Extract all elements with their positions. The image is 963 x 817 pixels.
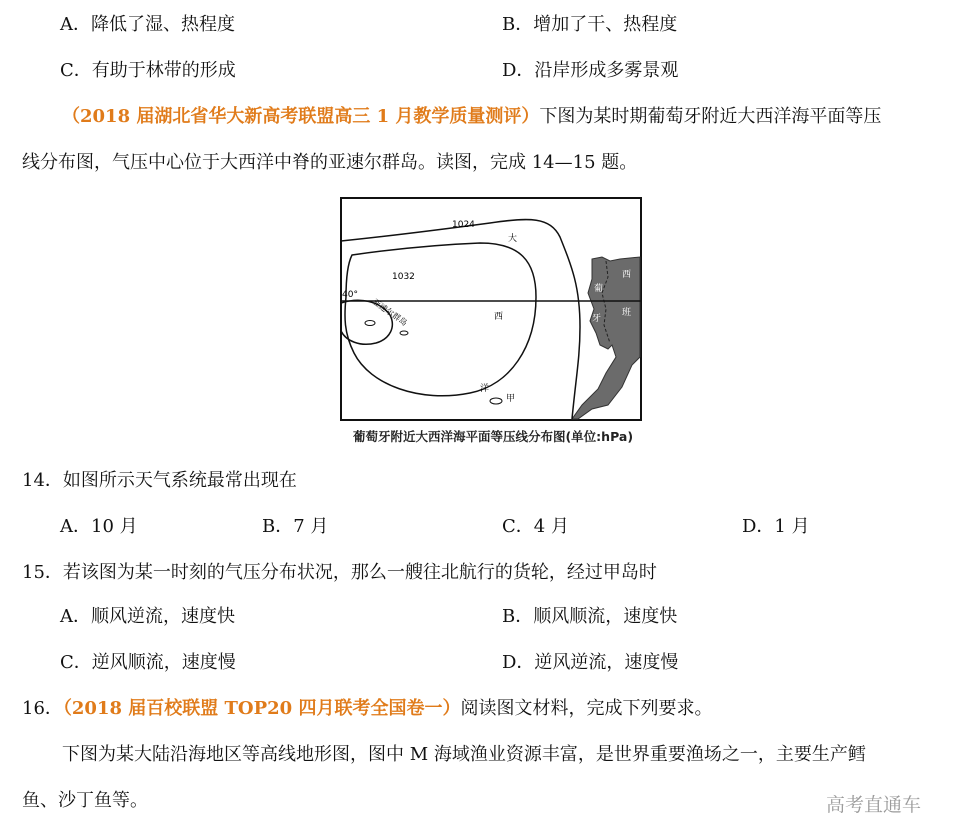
intro-14-line2: 线分布图，气压中心位于大西洋中脊的亚速尔群岛。读图，完成 14—15 题。 — [22, 152, 638, 173]
q16-para1: 下图为某大陆沿海地区等高线地形图，图中 M 海域渔业资源丰富，是世界重要渔场之一，主要生产鳕 — [62, 744, 866, 765]
q16-para2: 鱼、沙丁鱼等。 — [22, 790, 148, 811]
q15-option-c: C．逆风顺流，速度慢 — [60, 652, 236, 673]
q13-option-d: D．沿岸形成多雾景观 — [502, 60, 679, 81]
intro-14-text1: 下图为某时期葡萄牙附近大西洋海平面等压 — [539, 106, 882, 127]
q14-option-d: D．1 月 — [742, 516, 810, 537]
label-azores: 亚速尔群岛 — [370, 297, 409, 328]
q15-option-d: D．逆风逆流，速度慢 — [502, 652, 679, 673]
q16-header — [22, 696, 712, 722]
land-label-xi: 西 — [622, 270, 632, 280]
land-label-ban: 班 — [622, 308, 632, 318]
q14-option-b: B．7 月 — [262, 516, 329, 537]
q16-text: 阅读图文材料，完成下列要求。 — [460, 698, 713, 719]
label-1032: 1032 — [392, 272, 415, 282]
intro-14-line1 — [62, 104, 881, 130]
q16-source: （2018 届百校联盟 TOP20 四月联考全国卷一） — [62, 698, 461, 719]
label-jia: 甲 — [506, 394, 516, 404]
figure-caption: 葡萄牙附近大西洋海平面等压线分布图(单位:hPa) — [352, 429, 634, 444]
label-da: 大 — [508, 234, 518, 244]
land-label-pu: 葡 — [594, 284, 604, 294]
label-40-degree: 40° — [342, 290, 358, 300]
q14-option-a: A．10 月 — [60, 516, 138, 537]
q13-option-c: C．有助于林带的形成 — [60, 60, 236, 81]
label-1024: 1024 — [452, 220, 475, 230]
intro-14-source: （2018 届湖北省华大新高考联盟高三 1 月教学质量测评） — [62, 106, 540, 127]
land-label-ya: 牙 — [592, 314, 602, 324]
watermark-text: 高考直通车 — [826, 794, 922, 816]
label-xi: 西 — [494, 312, 504, 322]
q15-option-b: B．顺风顺流，速度快 — [502, 606, 678, 627]
isobar-map — [340, 197, 642, 421]
q13-option-a: A．降低了湿、热程度 — [60, 14, 235, 35]
q15-stem: 15．若该图为某一时刻的气压分布状况，那么一艘往北航行的货轮，经过甲岛时 — [22, 562, 657, 583]
q13-option-b: B．增加了干、热程度 — [502, 14, 678, 35]
label-yang: 洋 — [480, 384, 490, 394]
q14-option-c: C．4 月 — [502, 516, 569, 537]
q16-number: 16． — [22, 698, 63, 719]
q15-option-a: A．顺风逆流，速度快 — [60, 606, 235, 627]
q14-stem: 14．如图所示天气系统最常出现在 — [22, 470, 297, 491]
